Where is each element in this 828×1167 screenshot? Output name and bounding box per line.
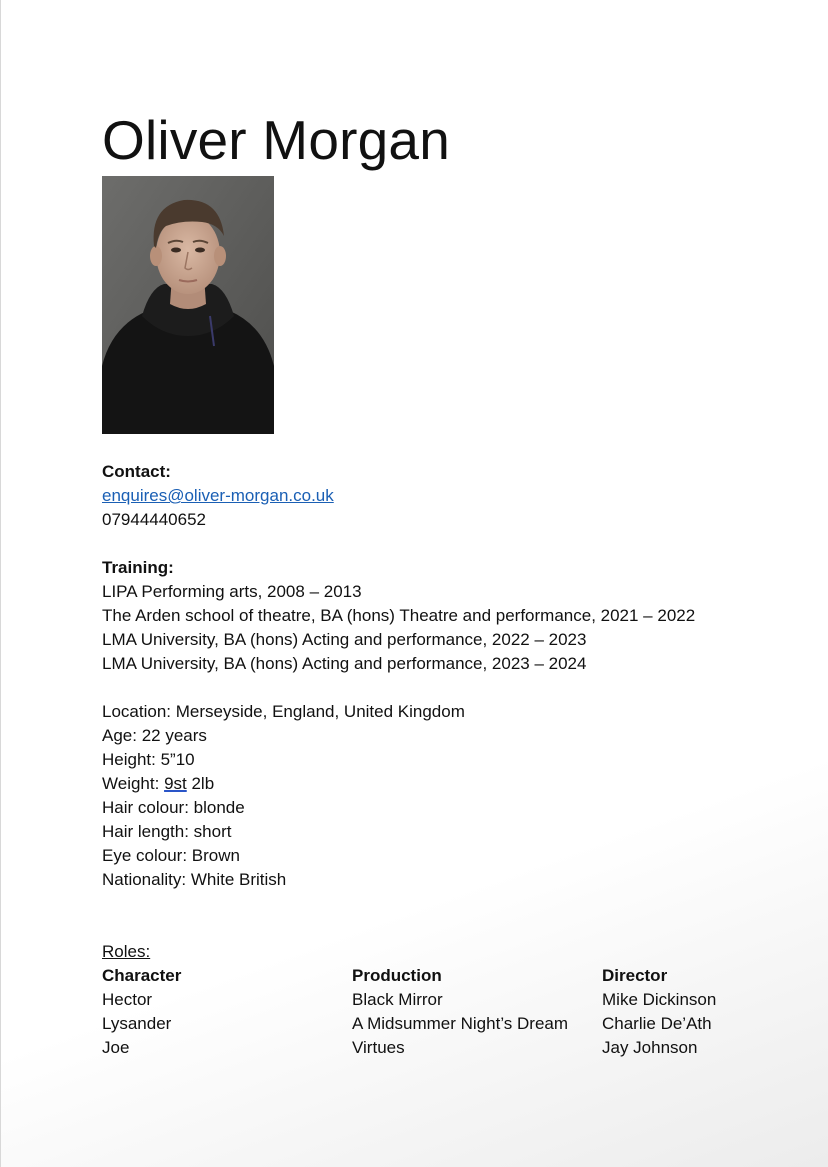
email-link[interactable]: enquires@oliver-morgan.co.uk xyxy=(102,486,334,505)
table-row xyxy=(102,988,716,1012)
role-character: Lysander xyxy=(102,1014,172,1033)
column-header-production: Production xyxy=(352,966,442,985)
weight-stone: 9st xyxy=(164,774,187,793)
column-header-character: Character xyxy=(102,966,182,985)
role-production: Black Mirror xyxy=(352,990,443,1009)
training-item: LIPA Performing arts, 2008 – 2013 xyxy=(102,582,362,601)
hair-colour-detail: Hair colour: blonde xyxy=(102,798,245,817)
training-item: The Arden school of theatre, BA (hons) Theatre and performance, 2021 – 2022 xyxy=(102,606,696,625)
headshot-photo xyxy=(102,176,274,434)
nationality-detail: Nationality: White British xyxy=(102,870,287,889)
weight-rest: 2lb xyxy=(186,774,215,793)
height-detail: Height: 5”10 xyxy=(102,750,195,769)
role-production: A Midsummer Night’s Dream xyxy=(352,1014,569,1033)
table-row xyxy=(102,1012,716,1036)
contact-heading: Contact: xyxy=(102,462,171,481)
phone-number: 07944440652 xyxy=(102,510,207,529)
actor-name: Oliver Morgan xyxy=(102,109,450,171)
role-director: Jay Johnson xyxy=(602,1038,698,1057)
roles-header-row xyxy=(102,964,716,988)
training-heading: Training: xyxy=(102,558,174,577)
table-row xyxy=(102,1036,716,1060)
cv-content xyxy=(102,104,782,1060)
column-header-director: Director xyxy=(602,966,668,985)
training-item: LMA University, BA (hons) Acting and performance, 2023 – 2024 xyxy=(102,654,587,673)
location-detail: Location: Merseyside, England, United Kingdom xyxy=(102,702,465,721)
role-production: Virtues xyxy=(352,1038,405,1057)
weight-detail xyxy=(102,772,782,796)
age-detail: Age: 22 years xyxy=(102,726,207,745)
role-director: Charlie De’Ath xyxy=(602,1014,712,1033)
hair-length-detail: Hair length: short xyxy=(102,822,232,841)
training-item: LMA University, BA (hons) Acting and performance, 2022 – 2023 xyxy=(102,630,587,649)
eye-colour-detail: Eye colour: Brown xyxy=(102,846,240,865)
weight-label: Weight: xyxy=(102,774,165,793)
role-character: Joe xyxy=(102,1038,130,1057)
roles-heading: Roles: xyxy=(102,942,151,961)
roles-table xyxy=(102,964,716,1060)
role-director: Mike Dickinson xyxy=(602,990,717,1009)
role-character: Hector xyxy=(102,990,153,1009)
